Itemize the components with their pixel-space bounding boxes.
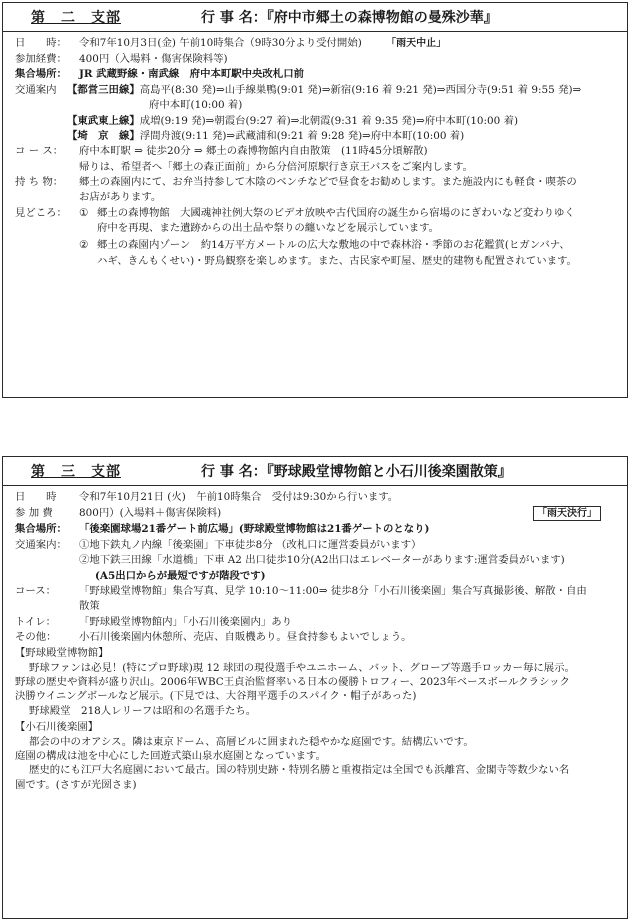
date-label: 日 時： [15,37,67,50]
branch-3-header [3,457,627,486]
meet-value: 「後楽園球場21番ゲート前広場」(野球殿堂博物館は21番ゲートのとなり) [79,523,430,536]
fee-value: 400円（入場料・傷害保険料等) [79,53,228,66]
transit-row-2 [15,114,615,128]
meet-row [15,67,615,81]
branch-2-event-name: 行 事 名：『府中市郷土の森博物館の曼殊沙華』 [201,10,498,26]
course-row-cont [15,160,615,174]
branch-3-title: 第 三 支部 [31,464,121,480]
fee-label: 参 加 費 [15,506,53,519]
transit-line-tojo: 成増(9:19 発)⇒朝霞台(9:27 着)⇒北朝霞(9:31 着 9:35 発)⇒府中本町(10:00 着) [139,114,519,127]
date-value: 令和7年10月3日(金) 午前10時集合（9時30分より受付開始) [79,37,362,50]
highlight-2-cont: ハギ、きんもくせい)・野鳥観察を楽しめます。また、古民家や町屋、歴史的建物も配置されています。 [97,254,577,267]
transit-line-saikyo-tag: 【埼 京 線】 [67,129,140,142]
course-label: コース： [15,584,57,597]
garden-line-3: 歴史的にも江戸大名庭園において最古。国の特別史跡・特別名勝と重複指定は全国でも浜離宮、金閣寺等数少ない名 [29,764,570,777]
garden-line-4: 園です。(さすが光圀さま) [15,778,137,791]
course-cont: 帰りは、希望者へ「郷土の森正面前」から分倍河原駅行き京王バスをご案内します。 [79,160,474,173]
bring-value: 郷土の森園内にて、お弁当持参して木陰のベンチなどで昼食をお勧めします。また施設内にも軽食・喫茶の [79,175,577,188]
highlights-row-2 [15,238,615,252]
rain-note: 「雨天決行」 [533,506,601,522]
highlight-1-cont: 府中を再現、また遺跡からの出土品や祭りの纏いなどを展示しています。 [97,222,440,235]
transit-row-3 [15,129,615,143]
museum-line-3: 決勝ウイニングボールなど展示。(下見では、大谷翔平選手のスパイク・帽子があった) [15,690,417,703]
highlights-row-1 [15,206,615,220]
transit-option-1: ①地下鉄丸ノ内線「後楽園」下車徒歩8分 （改札口に運営委員がいます） [79,538,422,551]
bring-row-cont [15,190,615,204]
transit-line-saikyo: 浮間舟渡(9:11 発)⇒武蔵浦和(9:21 着 9:28 発)⇒府中本町(10:00 着) [139,129,465,142]
bring-cont: お店があります。 [79,191,162,204]
meet-row [15,522,615,536]
garden-line-2: 庭園の構成は池を中心にした回遊式築山泉水庭園となっています。 [15,749,326,762]
transit-line-mita-tag: 【都営三田線】 [67,83,140,96]
transit-line-tojo-tag: 【東武東上線】 [67,114,140,127]
course-row [15,144,615,158]
fee-row [15,52,615,66]
highlights-row-2-cont [15,254,615,268]
highlight-1-text: 郷土の森博物館 大國魂神社例大祭のビデオ放映や古代国府の誕生から宿場のにぎわいなど変わりゆく [97,206,575,219]
transit-row-1-cont [15,98,615,112]
date-label: 日 時 [15,491,57,504]
branch-3-event-name: 行 事 名：『野球殿堂博物館と小石川後楽園散策』 [201,464,512,480]
highlight-2-number: ② [79,239,89,252]
highlight-1-number: ① [79,206,89,219]
garden-heading: 【小石川後楽園】 [15,721,99,734]
toilet-row [15,615,615,629]
museum-line-2: 野球の歴史や資料が盛り沢山。2006年WBC王貞治監督率いる日本の優勝トロフィー、2023年ベースボールクラシック [15,676,570,689]
course-row-cont [15,599,615,613]
meet-label: 集合場所： [15,523,67,536]
highlight-2-text: 郷土の森園内ゾーン 約14万平方メートルの広大な敷地の中で森林浴・季節のお花鑑賞(ヒガンバナ、 [97,239,570,252]
transit-label: 交通案内： [15,538,67,551]
branch-2-notice [2,2,628,398]
highlights-label: 見どころ： [15,206,67,219]
transit-line-mita: 高島平(8:30 発)⇒山手線巣鴨(9:01 発)⇒新宿(9:16 着 9:21 発)⇒西国分寺(9:51 着 9:55 発)⇒ [139,83,582,96]
other-label: その他： [15,630,57,643]
transit-label: 交通案内 [15,83,57,96]
fee-label: 参加経費： [15,53,67,66]
branch-2-header [3,3,627,32]
date-value: 令和7年10月21日 (火) 午前10時集合 受付は9:30から行います。 [79,491,399,504]
transit-row-1 [15,538,615,552]
transit-row-2-cont [15,569,615,583]
other-value: 小石川後楽園内休憩所、売店、自販機あり。昼食持参もよいでしょう。 [79,630,412,643]
date-row [15,36,615,51]
meet-value: JR 武蔵野線・南武線 府中本町駅中央改札口前 [79,68,304,81]
transit-option-2: ②地下鉄三田線「水道橋」下車 A2 出口徒歩10分(A2出口はエレベーターがあります:運営委員がいます) [79,554,565,567]
fee-value: 800円）(入場料＋傷害保険料) [79,506,222,519]
course-cont: 散策 [79,600,100,613]
branch-2-title: 第 二 支部 [31,10,121,26]
course-row [15,584,615,598]
transit-line-mita-cont: 府中本町(10:00 着) [149,99,243,112]
bring-label: 持 ち 物： [15,175,64,188]
course-value: 府中本町駅 ⇒ 徒歩20分 ⇒ 郷土の森博物館内自由散策 (11時45分頃解散) [79,145,428,158]
date-row [15,490,615,504]
museum-heading: 【野球殿堂博物館】 [15,647,109,660]
branch-3-notice [2,456,628,919]
other-row [15,630,615,644]
rain-note: 「雨天中止」 [386,38,447,50]
toilet-label: トイレ： [15,615,57,628]
museum-line-4: 野球殿堂 218人レリーフは昭和の名選手たち。 [29,704,257,717]
bring-row [15,175,615,189]
course-value: 「野球殿堂博物館」集合写真、見学 10:10～11:00⇒ 徒歩8分「小石川後楽園」集合写真撮影後、解散・自由 [79,584,587,597]
transit-row-2 [15,553,615,567]
transit-option-2-cont: (A5出口からが最短ですが階段です) [95,569,266,582]
fee-row [15,506,615,522]
highlights-row-1-cont [15,221,615,235]
toilet-value: 「野球殿堂博物館内」「小石川後楽園内」あり [79,615,293,628]
garden-line-1: 都会の中のオアシス。隣は東京ドーム、高層ビルに囲まれた穏やかな庭園です。結構広いです。 [29,735,474,748]
meet-label: 集合場所： [15,68,67,81]
transit-row-1 [15,83,615,97]
course-label: コ ー ス： [15,145,64,158]
museum-line-1: 野球ファンは必見！(特にプロ野球)現 12 球団の現役選手やユニホーム、バット、グローブ等選手ロッカー毎に展示。 [29,661,575,674]
